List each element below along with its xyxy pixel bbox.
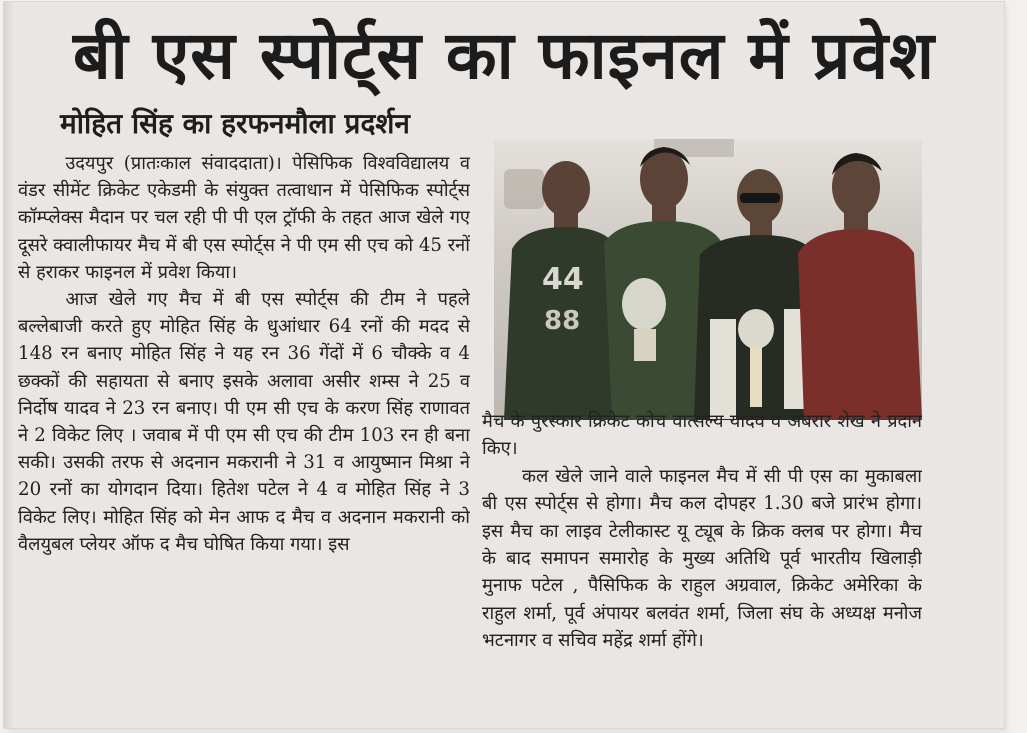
- photo-caption: मैच के पुरस्कार क्रिकेट कोच वात्सल्य यादव व अबरार शेख ने प्रदान किए।: [482, 411, 922, 460]
- article-paragraph-3: कल खेले जाने वाले फाइनल मैच में सी पी एस का मुकाबला बी एस स्पोर्ट्स से होगा। मैच कल दोपहर 1.30 बजे प्रारंभ होगा। इस मैच का लाइव टेलीकास्ट यू ट्यूब के क्रिक क्लब पर होगा। मैच के बाद समापन समारोह के मुख्य अतिथि पूर्व भारतीय खिलाड़ी मुनाफ पटेल , पैसिफिक के राहुल अग्रवाल, क्रिकेट अमेरिका के राहुल शर्मा, पूर्व अंपायर बलवंत शर्मा, जिला संघ के अध्यक्ष मनोज भटनागर व सचिव महेंद्र शर्मा होंगे।: [482, 465, 922, 652]
- right-column-article: [482, 408, 922, 713]
- article-paragraph-1: उदयपुर (प्रातःकाल संवाददाता)। पेसिफिक विश्वविद्यालय व वंडर सीमेंट क्रिकेट एकेडमी के संयुक्त तत्वाधान में पेसिफिक स्पोर्ट्स कॉम्प्लेक्स मैदान पर चल रही पी पी एल ट्रॉफी के तहत आज खेले गए दूसरे क्वालीफायर मैच में बी एस स्पोर्ट्स ने पी एम सी एच को 45 रनों से हराकर फाइनल में प्रवेश किया।: [18, 153, 470, 283]
- left-column-article: [18, 150, 470, 702]
- article-paragraph-2: आज खेले गए मैच में बी एस स्पोर्ट्स की टीम ने पहले बल्लेबाजी करते हुए मोहित सिंह के धुआंधार 64 रनों की मदद से 148 रन बनाए मोहित सिंह ने यह रन 36 गेंदों में 6 चौक्के व 4 छक्कों की सहायता से बनाए इसके अलावा असीर शम्स ने 25 व निर्दोष यादव ने 23 रन बनाए। पी एम सी एच के करण सिंह राणावत ने 2 विकेट लिए । जवाब में पी एम सी एच की टीम 103 रन ही बना सकी। उसकी तरफ से अदनान मकरानी ने 31 व आयुष्मान मिश्रा ने 20 रनों का योगदान दिया। हितेश पटेल ने 4 व मोहित सिंह ने 3 विकेट लिए। मोहित सिंह को मेन आफ द मैच व अदनान मकरानी को वैलयुबल प्लेयर ऑफ द मैच घोषित किया गया। इस: [18, 289, 470, 555]
- svg-text:44: 44: [542, 262, 584, 297]
- headline: बी एस स्पोर्ट्स का फाइनल में प्रवेश: [72, 17, 936, 94]
- newspaper-clipping: [4, 2, 1004, 728]
- award-photo: [494, 139, 922, 420]
- svg-text:88: 88: [544, 306, 581, 336]
- award-photo-image: [494, 139, 922, 420]
- paper-fold-shadow: [4, 2, 14, 728]
- subheadline: मोहित सिंह का हरफनमौला प्रदर्शन: [60, 107, 410, 140]
